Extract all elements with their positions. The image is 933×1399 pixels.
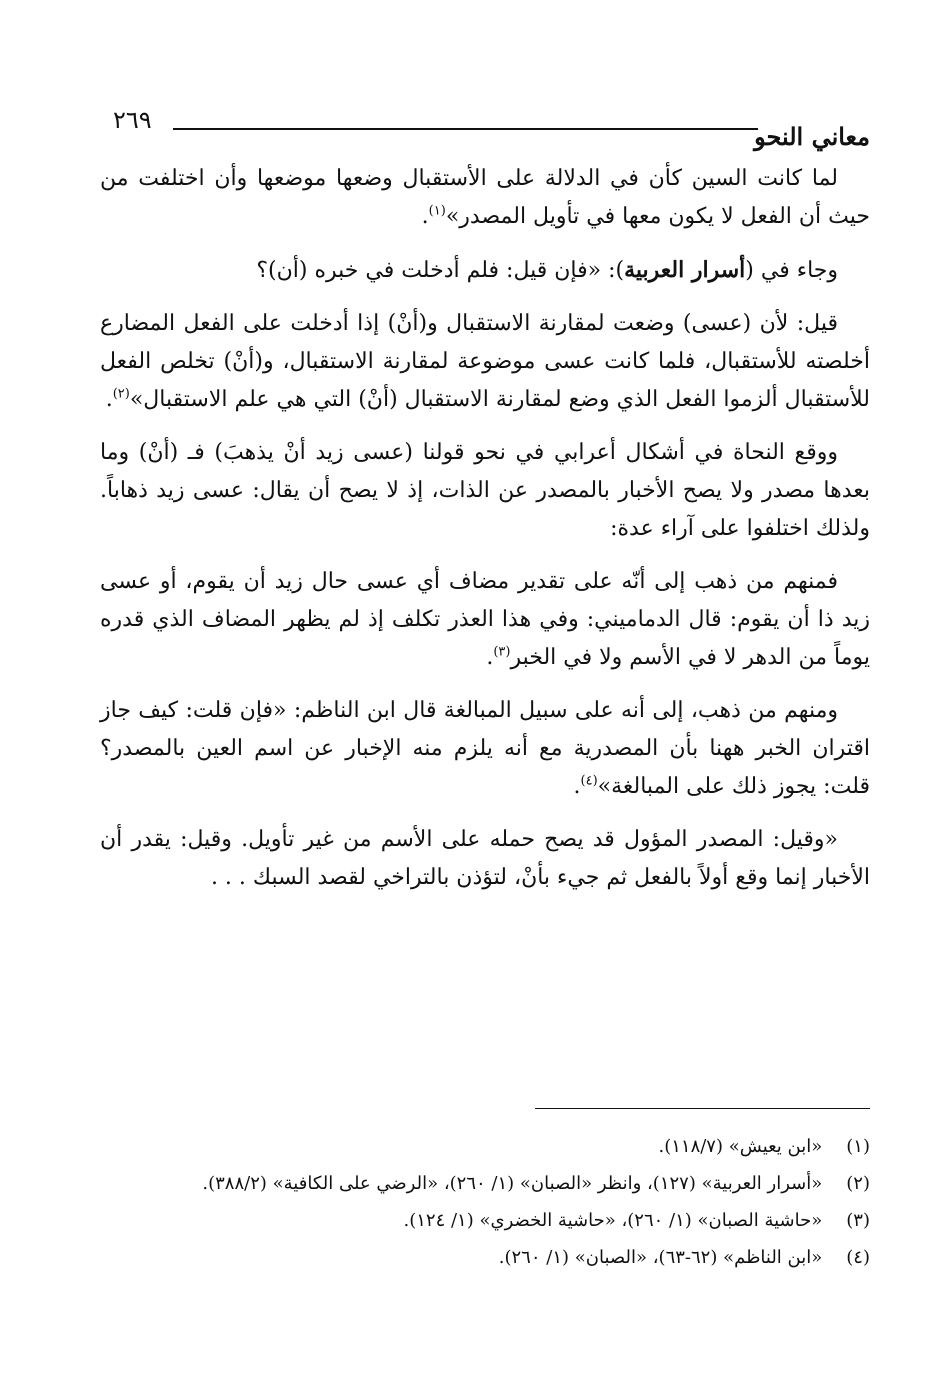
paragraph-4: ووقع النحاة في أشكال أعرابي في نحو قولنا (عسى زيد أنْ يذهبَ) فـ (أنْ) وما بعدها مصدر ولا يصح الأخبار بالمصدر عن الذات، إذ لا يصح أن يقال: عسى زيد ذهاباً. ولذلك اختلفوا على آراء عدة:	[100, 440, 870, 541]
footnote-4: (٤) «ابن الناظم» (٦٢-٦٣)، «الصبان» (١/ ٢٦٠).	[498, 1247, 870, 1268]
footnote-ref-2: (٢)	[112, 386, 130, 402]
paragraph-6: ومنهم من ذهب، إلى أنه على سبيل المبالغة قال ابن الناظم: «فإن قلت: كيف جاز اقتران الخبر ههنا بأن المصدرية مع أنه يلزم منه الإخبار عن اسم العين بالمصدر؟ قلت: يجوز ذلك على المبالغة»$^{(٤)}$.	[100, 698, 870, 799]
paragraph-5: فمنهم من ذهب إلى أنّه على تقدير مضاف أي عسى حال زيد أن يقوم، أو عسى زيد ذا أن يقوم: قال الدماميني: وفي هذا العذر تكلف إذ لم يظهر المضاف الذي قدره يوماً من الدهر لا في الأسم ولا في الخبر$^{(٣)}$.	[100, 569, 870, 670]
footnote-ref-3: (٣)	[493, 644, 511, 660]
book-title-bold: أسرار العربية	[624, 257, 746, 283]
footnote-3: (٣) «حاشية الصبان» (١/ ٢٦٠)، «حاشية الخضري» (١/ ١٢٤).	[403, 1210, 870, 1231]
running-title: معاني النحو	[754, 122, 870, 151]
footnotes	[100, 1128, 870, 1276]
footnote-separator	[535, 1108, 870, 1109]
paragraph-2: وجاء في (أسرار العربية): «فإن قيل: فلم أدخلت في خبره (أن)؟	[256, 257, 838, 283]
footnote-1: (١) «ابن يعيش» (١١٨/٧).	[658, 1136, 870, 1157]
footnote-ref-1: (١)	[428, 203, 446, 219]
page-number: ٢٦٩	[113, 106, 152, 134]
paragraph-7: «وقيل: المصدر المؤول قد يصح حمله على الأسم من غير تأويل. وقيل: يقدر أن الأخبار إنما وقع أولاً بالفعل ثم جيء بأنْ، لتؤذن بالتراخي لقصد السبك . . .	[100, 827, 870, 890]
paragraph-3: قيل: لأن (عسى) وضعت لمقارنة الاستقبال و(أنْ) إذا أدخلت على الفعل المضارع أخلصته للأستقبال، فلما كانت عسى موضوعة لمقارنة الاستقبال، و(أنْ) تخلص الفعل للأستقبال ألزموا الفعل الذي وضع لمقارنة الاستقبال (أنْ) التي هي علم الاستقبال»$^{(٢)}$.	[100, 311, 870, 412]
paragraph-1: لما كانت السين كأن في الدلالة على الأستقبال وضعها موضعها وأن اختلفت من حيث أن الفعل لا يكون معها في تأويل المصدر»$^{(١)}$.	[100, 166, 870, 229]
footnote-ref-4: (٤)	[580, 773, 598, 789]
page-header	[95, 100, 870, 160]
header-rule	[173, 128, 758, 130]
main-text	[100, 160, 870, 912]
footnote-2: (٢) «أسرار العربية» (١٢٧)، وانظر «الصبان» (١/ ٢٦٠)، «الرضي على الكافية» (٣٨٨/٢).	[202, 1173, 870, 1194]
